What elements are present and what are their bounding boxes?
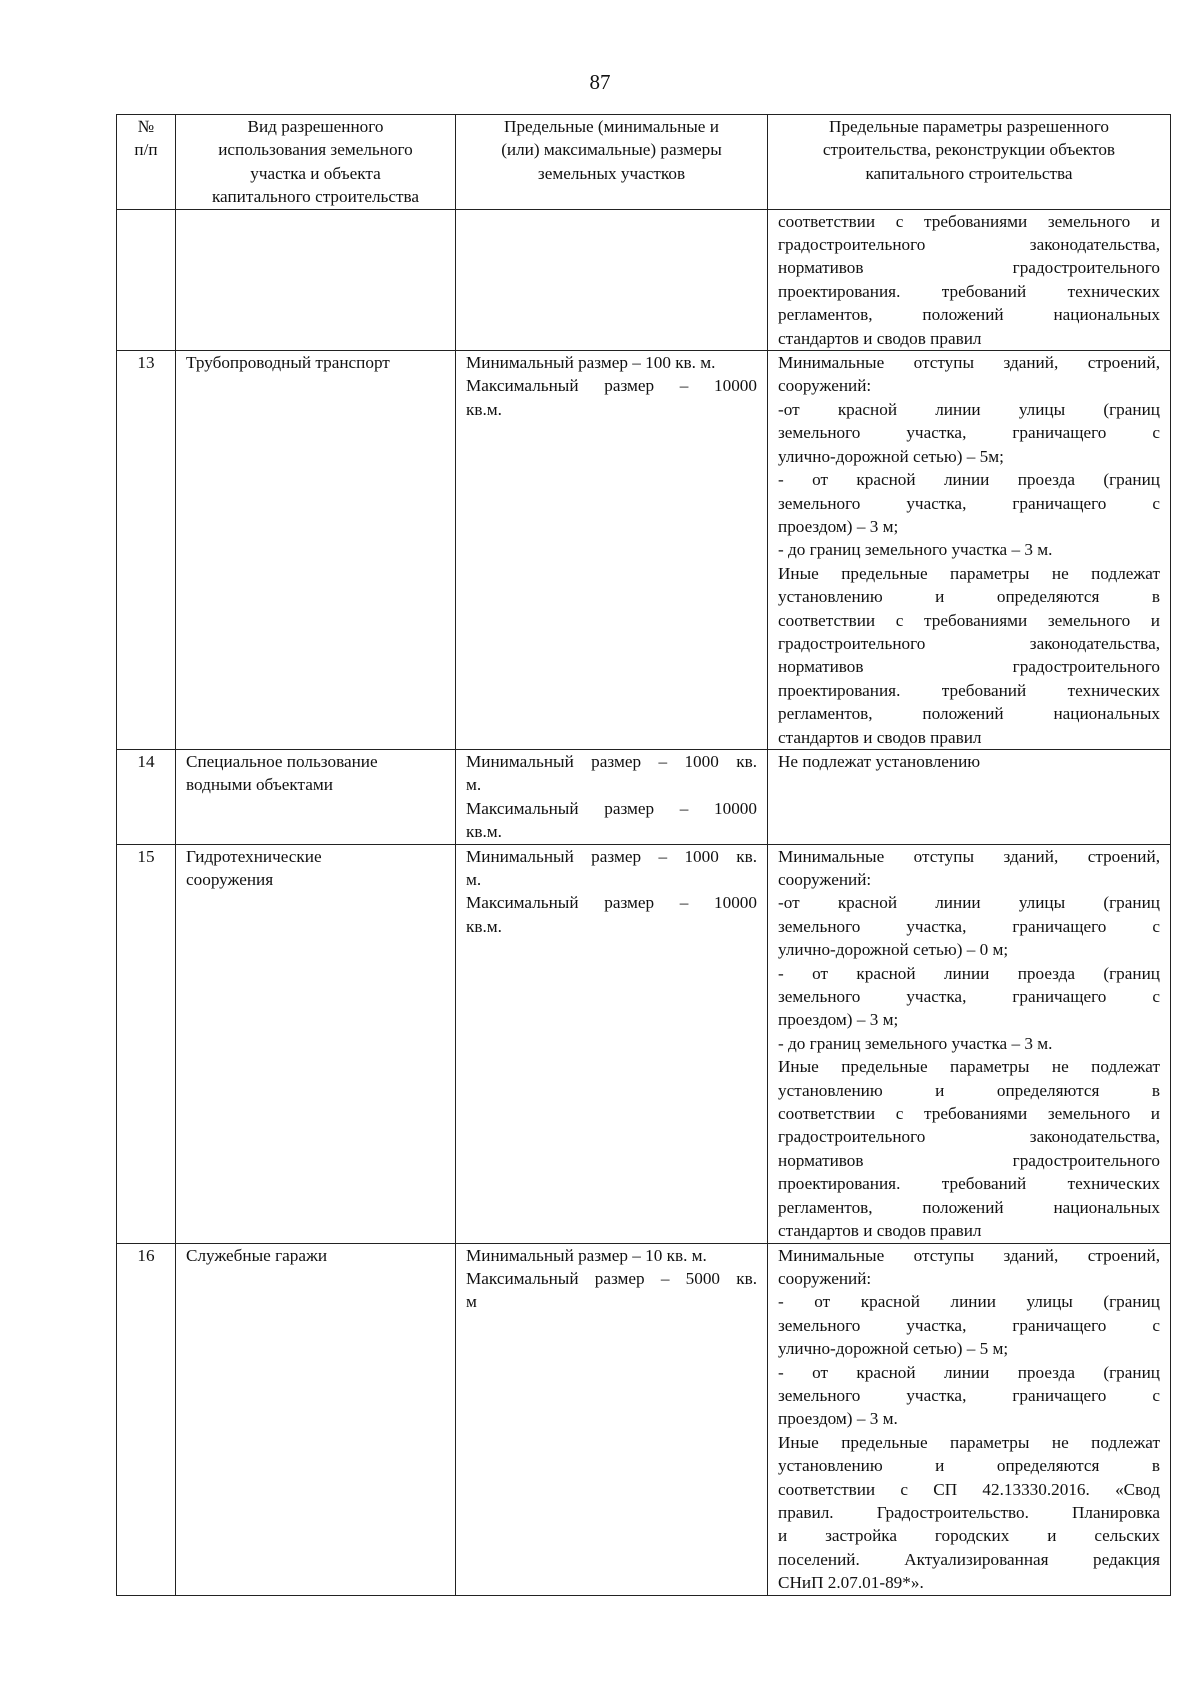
- header-line: капитального строительства: [865, 163, 1073, 183]
- text-line: кв.м.: [466, 916, 502, 936]
- header-line: Предельные параметры разрешенного: [829, 117, 1109, 136]
- header-line: Вид разрешенного: [247, 117, 384, 136]
- text-line: Не подлежат установлению: [778, 751, 981, 771]
- text-line: проектирования. требований технических: [778, 281, 1160, 301]
- text-line: Специальное пользование: [186, 751, 378, 771]
- text-line: -от красной линии улицы (границ: [778, 893, 1160, 913]
- text-line: соответствии с требованиями земельного и: [778, 211, 1160, 231]
- text-line: градостроительного законодательства,: [778, 1127, 1160, 1147]
- cell-params: [768, 749, 1171, 844]
- text-line: проектирования. требований технических: [778, 680, 1160, 700]
- cell-number: 16: [117, 1243, 176, 1595]
- text-line: кв.м.: [466, 822, 502, 842]
- cell-number: 13: [117, 351, 176, 750]
- table-row: [117, 1243, 1171, 1595]
- text-line: м: [466, 1292, 477, 1312]
- cell-number: 14: [117, 749, 176, 844]
- text-line: проездом) – 3 м;: [778, 1010, 899, 1030]
- text-line: водными объектами: [186, 775, 333, 795]
- text-line: проездом) – 3 м.: [778, 1409, 898, 1429]
- text-line: земельного участка, граничащего с: [778, 493, 1160, 513]
- cell-params: [768, 844, 1171, 1243]
- text-line: Минимальный размер – 10 кв. м.: [466, 1245, 707, 1265]
- text-line: регламентов, положений национальных: [778, 704, 1160, 724]
- text-line: стандартов и сводов правил: [778, 328, 982, 348]
- text-line: Иные предельные параметры не подлежат: [778, 1432, 1160, 1452]
- text-line: м.: [466, 775, 482, 795]
- header-line: участка и объекта: [250, 163, 381, 183]
- text-line: - до границ земельного участка – 3 м.: [778, 540, 1053, 560]
- header-line: п/п: [134, 140, 158, 160]
- table-row: [117, 749, 1171, 844]
- header-plot-size: [456, 115, 768, 210]
- text-line: соответствии с требованиями земельного и: [778, 1104, 1160, 1124]
- cell-plot-size: [456, 1243, 768, 1595]
- text-line: земельного участка, граничащего с: [778, 423, 1160, 443]
- text-line: - от красной линии проезда (границ: [778, 470, 1160, 490]
- text-line: регламентов, положений национальных: [778, 305, 1160, 325]
- header-number: [117, 115, 176, 210]
- text-line: регламентов, положений национальных: [778, 1197, 1160, 1217]
- cell-plot-size: [456, 209, 768, 350]
- header-line: использования земельного: [218, 140, 413, 160]
- text-line: нормативов градостроительного: [778, 1150, 1160, 1170]
- header-line: строительства, реконструкции объектов: [822, 140, 1116, 160]
- text-line: проездом) – 3 м;: [778, 516, 899, 536]
- header-line: (или) максимальные) размеры: [501, 140, 722, 160]
- text-line: и застройка городских и сельских: [778, 1526, 1160, 1546]
- text-line: Минимальный размер – 1000 кв.: [466, 846, 757, 866]
- text-line: -от красной линии улицы (границ: [778, 399, 1160, 419]
- text-line: Минимальный размер – 100 кв. м.: [466, 353, 716, 373]
- text-line: соответствии с СП 42.13330.2016. «Свод: [778, 1479, 1160, 1499]
- cell-plot-size: [456, 351, 768, 750]
- text-line: кв.м.: [466, 399, 502, 419]
- cell-params: [768, 351, 1171, 750]
- text-line: улично-дорожной сетью) – 5 м;: [778, 1339, 1009, 1359]
- header-params: [768, 115, 1171, 210]
- text-line: м.: [466, 870, 482, 889]
- page-number: 87: [589, 70, 611, 94]
- text-line: Максимальный размер – 10000: [466, 893, 757, 913]
- text-line: градостроительного законодательства,: [778, 633, 1160, 653]
- text-line: сооружения: [186, 870, 274, 889]
- text-line: Иные предельные параметры не подлежат: [778, 1057, 1160, 1077]
- header-line: Предельные (минимальные и: [504, 117, 719, 136]
- text-line: стандартов и сводов правил: [778, 727, 982, 747]
- cell-use-type: Трубопроводный транспорт: [176, 351, 456, 750]
- text-line: - от красной линии проезда (границ: [778, 1362, 1160, 1382]
- cell-params: [768, 1243, 1171, 1595]
- text-line: - от красной линии проезда (границ: [778, 963, 1160, 983]
- zoning-regulations-table: [116, 114, 1171, 1596]
- cell-number: [117, 209, 176, 350]
- text-line: Минимальные отступы зданий, строений,: [778, 353, 1160, 373]
- text-line: установлению и определяются в: [778, 1456, 1160, 1476]
- table-row: [117, 844, 1171, 1243]
- cell-plot-size: [456, 844, 768, 1243]
- cell-use-type: [176, 844, 456, 1243]
- table-row-continuation: [117, 209, 1171, 350]
- text-line: соответствии с требованиями земельного и: [778, 610, 1160, 630]
- cell-params: [768, 209, 1171, 350]
- cell-use-type: Служебные гаражи: [176, 1243, 456, 1595]
- text-line: - до границ земельного участка – 3 м.: [778, 1033, 1053, 1053]
- text-line: Минимальные отступы зданий, строений,: [778, 846, 1160, 866]
- header-line: капитального строительства: [211, 187, 420, 207]
- table-row: [117, 351, 1171, 750]
- text-line: сооружений:: [778, 870, 872, 889]
- text-line: земельного участка, граничащего с: [778, 1315, 1160, 1335]
- text-line: установлению и определяются в: [778, 587, 1160, 607]
- text-line: нормативов градостроительного: [778, 657, 1160, 677]
- header-use-type: [176, 115, 456, 210]
- text-line: проектирования. требований технических: [778, 1174, 1160, 1194]
- text-line: земельного участка, граничащего с: [778, 1385, 1160, 1405]
- text-line: сооружений:: [778, 376, 872, 396]
- cell-use-type: [176, 209, 456, 350]
- text-line: сооружений:: [778, 1268, 872, 1288]
- text-line: земельного участка, граничащего с: [778, 987, 1160, 1007]
- text-line: стандартов и сводов правил: [778, 1221, 982, 1241]
- text-line: нормативов градостроительного: [778, 258, 1160, 278]
- text-line: установлению и определяются в: [778, 1080, 1160, 1100]
- text-line: СНиП 2.07.01-89*».: [778, 1573, 924, 1593]
- text-line: Гидротехнические: [186, 846, 322, 866]
- text-line: Максимальный размер – 10000: [466, 376, 757, 396]
- text-line: Максимальный размер – 10000: [466, 798, 757, 818]
- text-line: улично-дорожной сетью) – 5м;: [778, 446, 1004, 466]
- header-line: №: [137, 117, 155, 136]
- text-line: Иные предельные параметры не подлежат: [778, 563, 1160, 583]
- header-line: земельных участков: [537, 163, 686, 183]
- text-line: улично-дорожной сетью) – 0 м;: [778, 940, 1009, 960]
- cell-plot-size: [456, 749, 768, 844]
- text-line: Максимальный размер – 5000 кв.: [466, 1268, 757, 1288]
- cell-use-type: [176, 749, 456, 844]
- cell-number: 15: [117, 844, 176, 1243]
- text-line: поселений. Актуализированная редакция: [778, 1549, 1160, 1569]
- table-header-row: [117, 115, 1171, 210]
- text-line: Минимальные отступы зданий, строений,: [778, 1245, 1160, 1265]
- text-line: земельного участка, граничащего с: [778, 916, 1160, 936]
- text-line: - от красной линии улицы (границ: [778, 1292, 1160, 1312]
- text-line: градостроительного законодательства,: [778, 235, 1160, 255]
- text-line: Минимальный размер – 1000 кв.: [466, 751, 757, 771]
- text-line: правил. Градостроительство. Планировка: [778, 1502, 1160, 1522]
